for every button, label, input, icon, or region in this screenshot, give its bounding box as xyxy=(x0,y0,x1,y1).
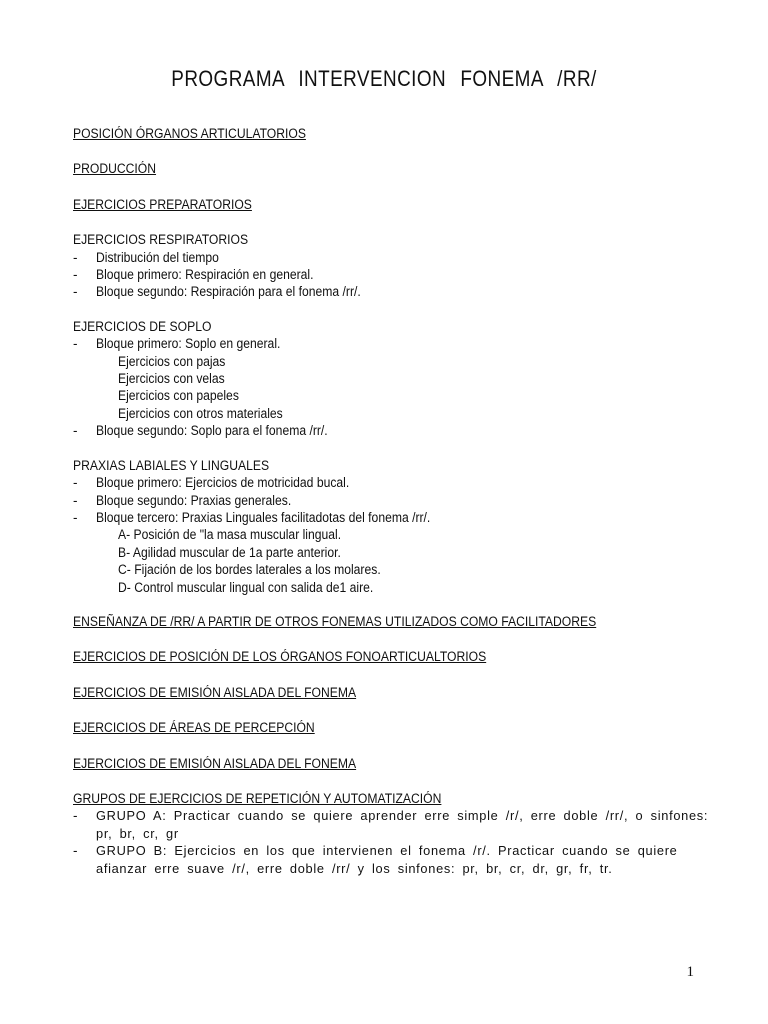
heading-praxias: PRAXIAS LABIALES Y LINGUALES xyxy=(73,457,270,473)
page-number: 1 xyxy=(686,964,694,980)
heading-posicion-organos: POSICIÓN ÓRGANOS ARTICULATORIOS xyxy=(73,126,306,141)
document-title: PROGRAMA INTERVENCION FONEMA /RR/ xyxy=(171,66,597,91)
sub-list-item: B- Agilidad muscular de 1a parte anterior. xyxy=(118,544,341,560)
list-item: - Bloque tercero: Praxias Linguales facilitadotas del fonema /rr/. xyxy=(73,509,431,525)
list-item: - Bloque segundo: Respiración para el fonema /rr/. xyxy=(73,284,361,300)
heading-ejercicios-soplo: EJERCICIOS DE SOPLO xyxy=(73,318,212,334)
sub-list-item: D- Control muscular lingual con salida de1 aire. xyxy=(118,579,374,595)
heading-grupos-repeticion: GRUPOS DE EJERCICIOS DE REPETICIÓN Y AUTOMATIZACIÓN xyxy=(73,790,442,806)
list-item: - GRUPO A: Practicar cuando se quiere aprender erre simple /r/, erre doble /rr/, o sinfones: pr, br, cr, gr xyxy=(73,808,709,841)
sub-list-item: Ejercicios con pajas xyxy=(118,353,226,369)
heading-areas-percepcion: EJERCICIOS DE ÁREAS DE PERCEPCIÓN xyxy=(73,720,315,736)
heading-ensenanza: ENSEÑANZA DE /RR/ A PARTIR DE OTROS FONEMAS UTILIZADOS COMO FACILITADORES xyxy=(73,613,597,629)
heading-ejercicios-preparatorios: EJERCICIOS PREPARATORIOS xyxy=(73,196,252,212)
sub-list-item: Ejercicios con papeles xyxy=(118,388,239,404)
heading-emision-aislada-1: EJERCICIOS DE EMISIÓN AISLADA DEL FONEMA xyxy=(73,684,357,700)
list-item: - GRUPO B: Ejercicios en los que intervienen el fonema /r/. Practicar cuando se quiere afianzar erre suave /r/, erre doble /rr/ y los sinfones: pr, br, cr, dr, gr, fr, tr. xyxy=(73,843,678,876)
heading-ejercicios-respiratorios: EJERCICIOS RESPIRATORIOS xyxy=(73,232,249,248)
heading-emision-aislada-2: EJERCICIOS DE EMISIÓN AISLADA DEL FONEMA xyxy=(73,755,357,771)
sub-list-item: C- Fijación de los bordes laterales a los molares. xyxy=(118,562,381,578)
list-item: - Bloque primero: Soplo en general. xyxy=(73,336,281,352)
sub-list-item: Ejercicios con otros materiales xyxy=(118,405,283,421)
heading-produccion: PRODUCCIÓN xyxy=(73,161,157,177)
sub-list-item: Ejercicios con velas xyxy=(118,371,225,387)
list-item: - Bloque primero: Ejercicios de motricidad bucal. xyxy=(73,475,350,491)
list-item: - Bloque segundo: Soplo para el fonema /rr/. xyxy=(73,423,328,439)
list-item: - Bloque segundo: Praxias generales. xyxy=(73,492,292,508)
document-body xyxy=(73,125,713,877)
sub-list-item: A- Posición de "la masa muscular lingual. xyxy=(118,527,342,543)
list-item: - Bloque primero: Respiración en general. xyxy=(73,267,314,283)
list-item: - Distribución del tiempo xyxy=(73,249,219,265)
heading-posicion-organos-fonoarticulatorios: EJERCICIOS DE POSICIÓN DE LOS ÓRGANOS FONOARTICUALTORIOS xyxy=(73,649,487,665)
